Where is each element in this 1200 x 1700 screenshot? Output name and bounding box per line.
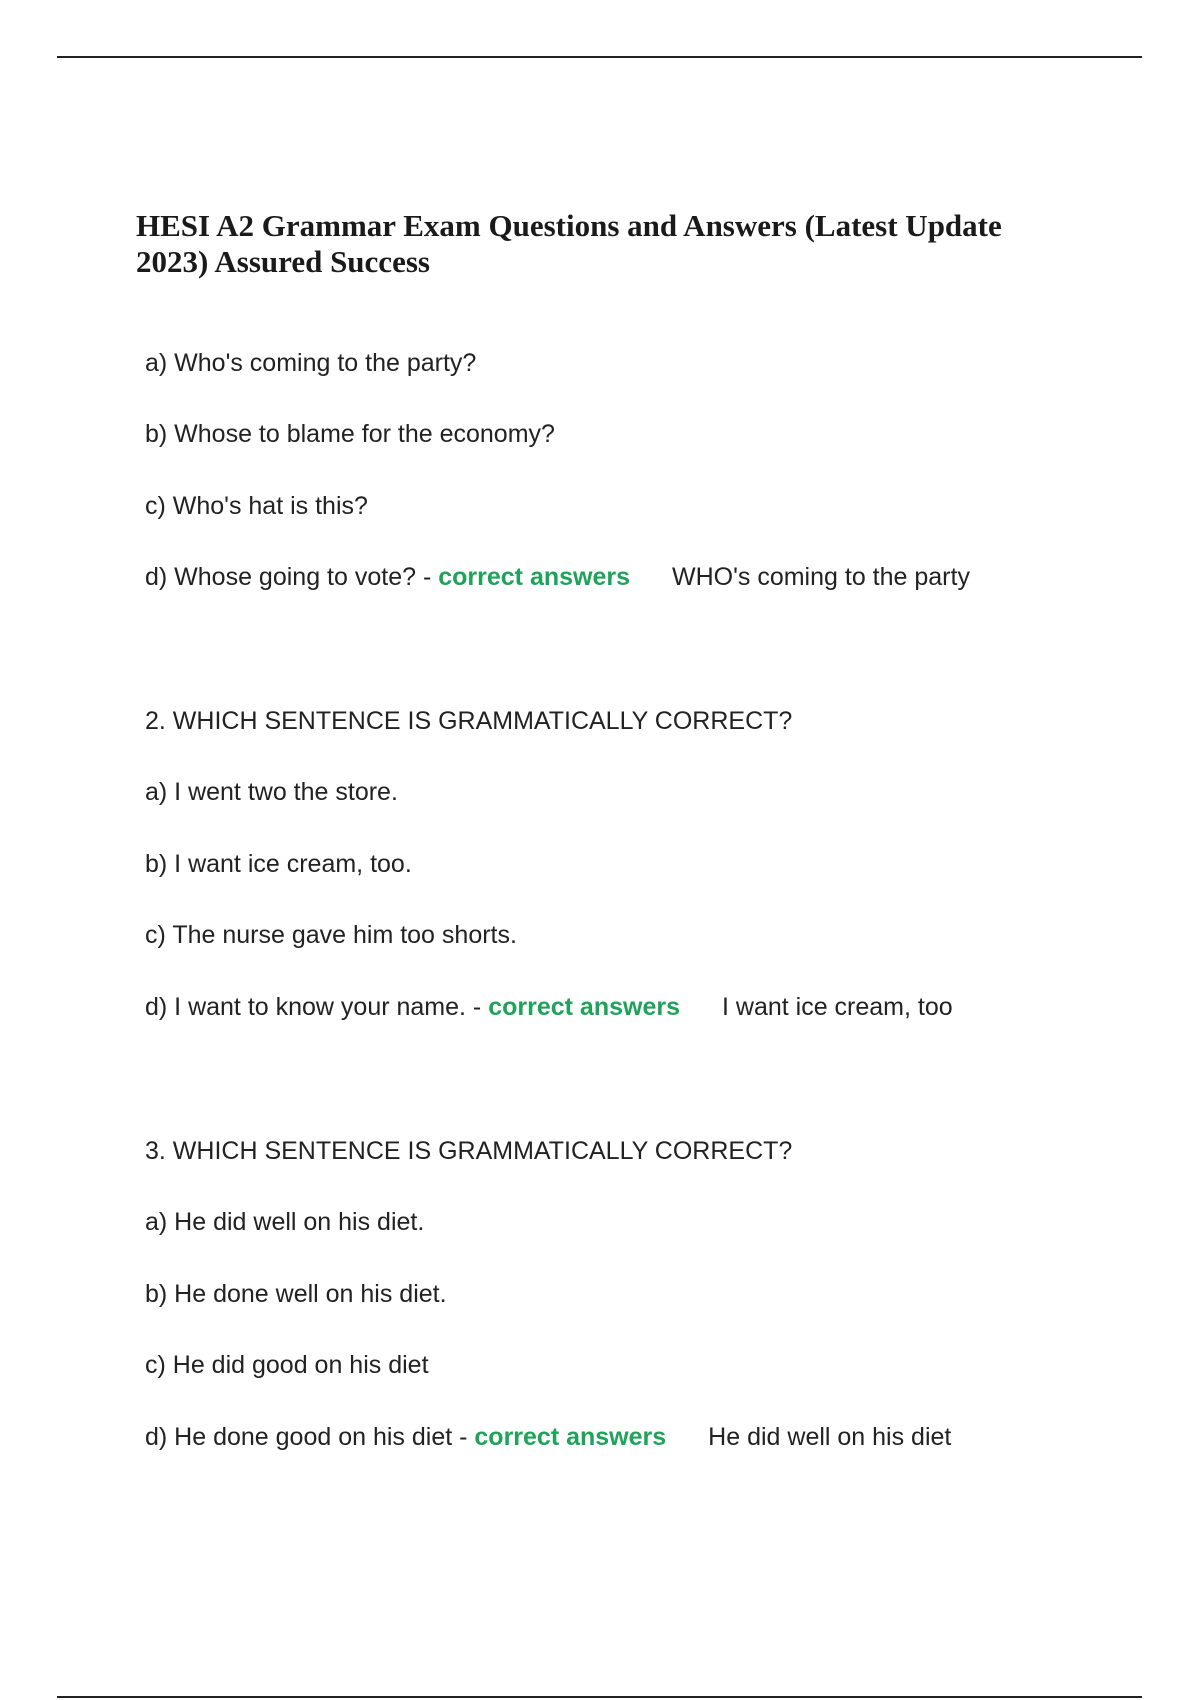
q2-option-d-row — [145, 992, 953, 1022]
document-title: HESI A2 Grammar Exam Questions and Answers (Latest Update 2023) Assured Success — [136, 208, 1002, 279]
q3-option-d-row — [145, 1422, 951, 1452]
q3-option-d: d) He done good on his diet - — [145, 1423, 468, 1451]
q1-option-c: c) Who's hat is this? — [145, 492, 368, 520]
q3-option-a: a) He did well on his diet. — [145, 1208, 425, 1236]
q2-option-d: d) I want to know your name. - — [145, 993, 482, 1021]
q2-option-a: a) I went two the store. — [145, 778, 398, 806]
q2-question: 2. WHICH SENTENCE IS GRAMMATICALLY CORRECT? — [145, 707, 793, 735]
footer-rule — [57, 1696, 1142, 1698]
q1-option-a: a) Who's coming to the party? — [145, 349, 477, 377]
q2-option-b: b) I want ice cream, too. — [145, 850, 412, 878]
q2-option-c: c) The nurse gave him too shorts. — [145, 921, 517, 949]
q2-correct-label: correct answers — [488, 993, 680, 1021]
q3-question: 3. WHICH SENTENCE IS GRAMMATICALLY CORRECT? — [145, 1137, 793, 1165]
q1-answer: WHO's coming to the party — [672, 563, 970, 591]
q2-answer: I want ice cream, too — [722, 993, 953, 1021]
q3-option-c: c) He did good on his diet — [145, 1351, 429, 1379]
header-rule — [57, 56, 1142, 58]
q3-answer: He did well on his diet — [708, 1423, 952, 1451]
q1-option-d: d) Whose going to vote? - — [145, 563, 432, 591]
q1-option-b: b) Whose to blame for the economy? — [145, 420, 555, 448]
q1-correct-label: correct answers — [438, 563, 631, 591]
q3-correct-label: correct answers — [474, 1423, 667, 1451]
q3-option-b: b) He done well on his diet. — [145, 1280, 447, 1308]
q1-option-d-row — [145, 562, 970, 592]
